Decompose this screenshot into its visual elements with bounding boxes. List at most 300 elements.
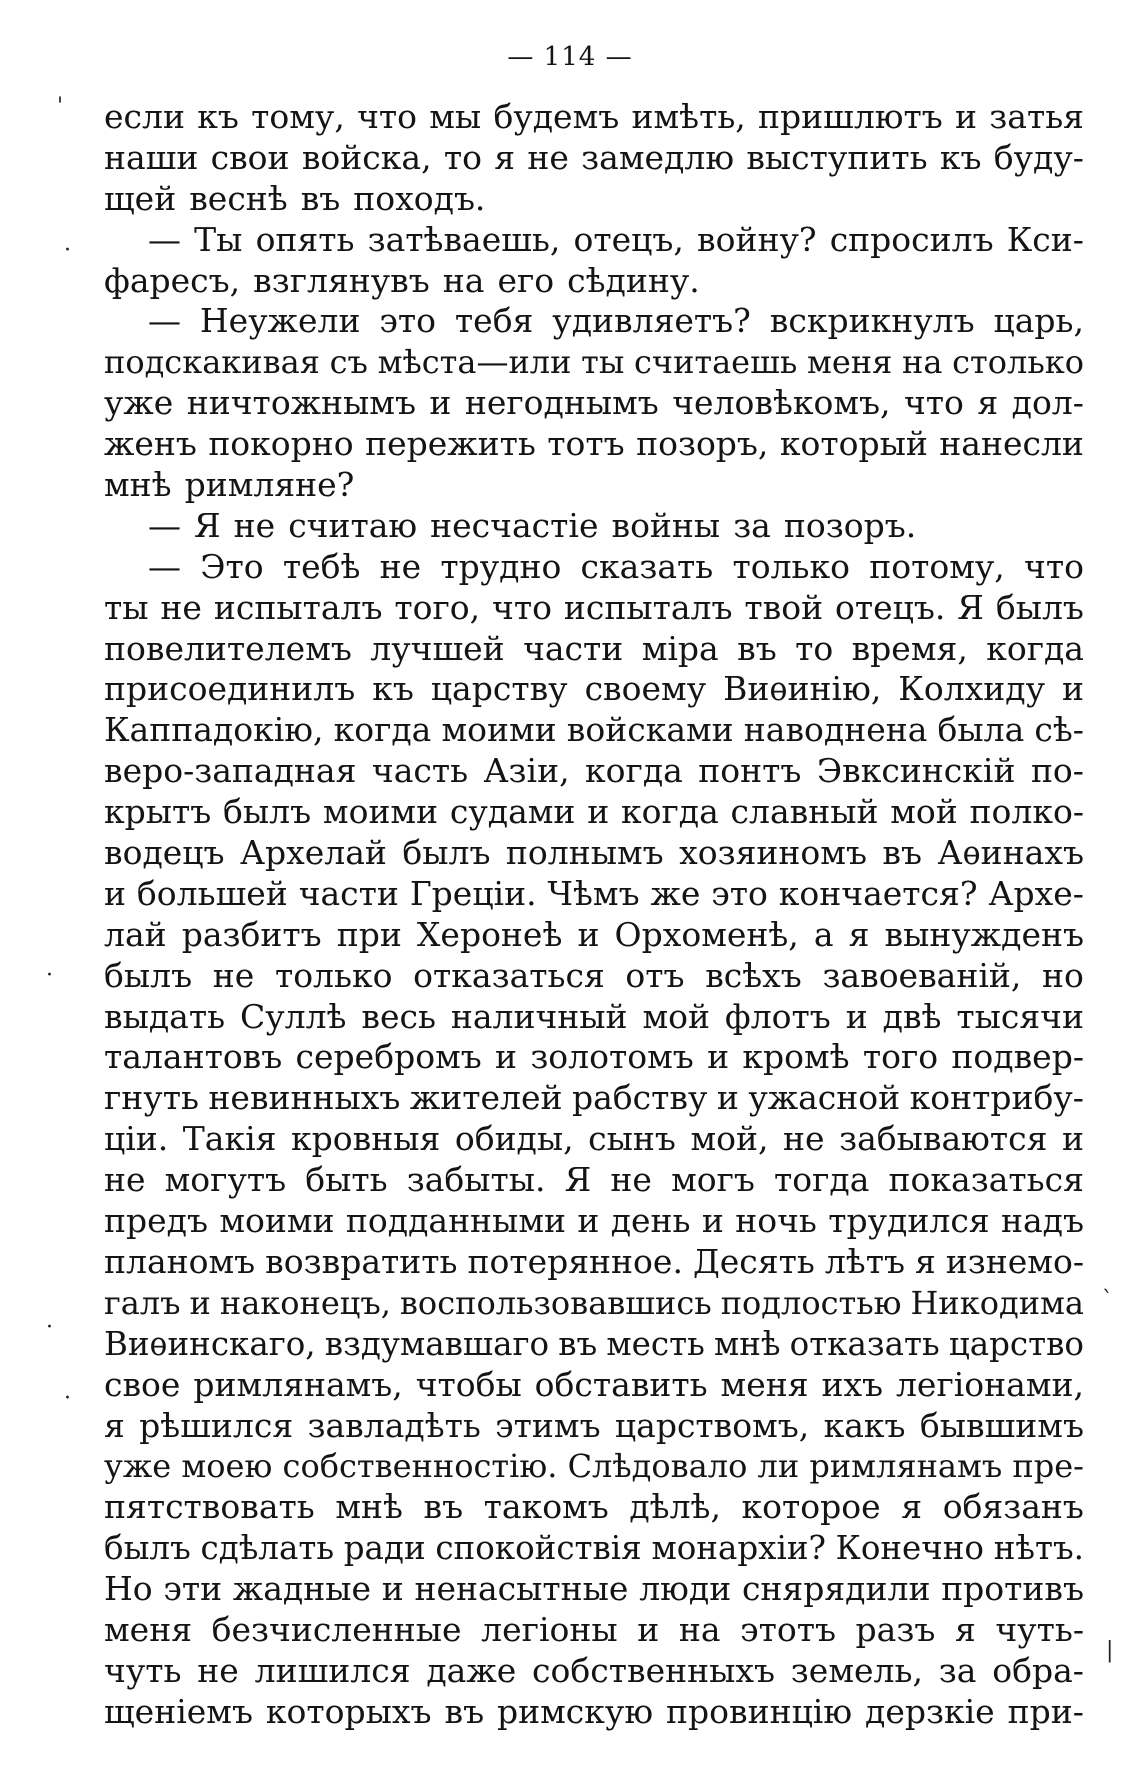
word: славный bbox=[730, 792, 879, 832]
word: и bbox=[429, 383, 452, 423]
word: Греціи. bbox=[409, 873, 537, 913]
word: былъ bbox=[104, 955, 193, 995]
word: наводнена bbox=[743, 710, 928, 750]
word: я bbox=[848, 914, 870, 954]
word: ужасной bbox=[748, 1078, 901, 1118]
word: подлостью bbox=[720, 1283, 902, 1322]
word: пре- bbox=[1012, 1447, 1084, 1486]
word: время, bbox=[851, 628, 968, 668]
word: талантовъ bbox=[104, 1037, 283, 1077]
text-line bbox=[104, 588, 1084, 629]
word: разбитъ bbox=[181, 914, 322, 954]
word: сдѣлать bbox=[200, 1529, 335, 1568]
word: Конечно bbox=[835, 1529, 985, 1568]
word: Кси- bbox=[1006, 219, 1084, 259]
word: лѣтъ bbox=[824, 1241, 905, 1281]
text-line bbox=[104, 1365, 1084, 1406]
word: ты bbox=[581, 343, 625, 382]
word: выступить bbox=[746, 137, 928, 177]
word: отъ bbox=[625, 955, 685, 995]
word: Это bbox=[200, 546, 264, 586]
word: и bbox=[381, 1569, 404, 1609]
word: ихъ bbox=[821, 1364, 884, 1404]
word: двѣ bbox=[882, 996, 942, 1036]
margin-speck: · bbox=[64, 238, 71, 263]
text-line bbox=[104, 1569, 1084, 1610]
word: и bbox=[1061, 669, 1084, 709]
word: въ bbox=[300, 178, 341, 218]
text-line bbox=[104, 1160, 1084, 1201]
word: и bbox=[701, 1201, 724, 1241]
word: и bbox=[587, 792, 610, 832]
word: мой, bbox=[690, 1119, 769, 1159]
word: по- bbox=[1030, 751, 1084, 791]
word: и bbox=[495, 1037, 518, 1077]
word: вздумавшаго bbox=[324, 1324, 550, 1363]
word: ли bbox=[757, 1447, 800, 1486]
text-line bbox=[104, 874, 1084, 915]
word: кончается? bbox=[778, 873, 978, 913]
word: то bbox=[443, 137, 482, 177]
word: Колхиду bbox=[898, 669, 1045, 709]
word: позоръ, bbox=[636, 424, 769, 464]
word: и bbox=[577, 914, 600, 954]
word: часть bbox=[371, 751, 469, 791]
word: былъ bbox=[995, 587, 1084, 627]
word: была bbox=[937, 710, 1025, 750]
word: легіонами, bbox=[895, 1364, 1084, 1404]
text-line bbox=[104, 1487, 1084, 1528]
word: Я bbox=[564, 1160, 592, 1200]
word: полко- bbox=[969, 792, 1084, 832]
word: римлянамъ, bbox=[193, 1364, 403, 1404]
word: моими bbox=[322, 792, 439, 832]
word: свое bbox=[104, 1364, 181, 1404]
word: Десять bbox=[692, 1241, 815, 1281]
word: не bbox=[104, 1160, 146, 1200]
word: Ты bbox=[194, 219, 243, 259]
word: ненасытные bbox=[414, 1569, 629, 1609]
word: войны bbox=[611, 505, 721, 545]
word: мой bbox=[890, 792, 958, 832]
word: за bbox=[733, 505, 771, 545]
word: меня bbox=[104, 1609, 193, 1649]
word: не bbox=[212, 955, 255, 995]
word: эти bbox=[163, 1569, 223, 1609]
word: если bbox=[104, 97, 185, 136]
word: и bbox=[637, 1609, 660, 1649]
word: земель, bbox=[790, 1650, 923, 1690]
word: я bbox=[901, 1487, 923, 1527]
word: дерзкіе bbox=[865, 1691, 995, 1731]
word: не bbox=[379, 546, 422, 586]
word: считаю bbox=[288, 505, 418, 545]
word: веснѣ bbox=[189, 178, 288, 218]
margin-speck: · bbox=[46, 963, 53, 988]
word: своему bbox=[584, 669, 707, 709]
word: въ bbox=[444, 1691, 485, 1731]
word: день bbox=[610, 1201, 691, 1241]
text-line bbox=[104, 383, 1084, 424]
word: не bbox=[160, 587, 202, 627]
word: же bbox=[650, 873, 701, 913]
word: когда bbox=[986, 628, 1084, 668]
word: Каппадокію, bbox=[104, 710, 324, 750]
word: собственныхъ bbox=[532, 1650, 775, 1690]
word: мнѣ bbox=[713, 1324, 781, 1363]
word: флотъ bbox=[724, 996, 831, 1036]
word: месть bbox=[606, 1324, 705, 1363]
word: къ bbox=[197, 97, 239, 136]
word: имѣть, bbox=[631, 97, 746, 136]
text-line bbox=[104, 1119, 1084, 1160]
word: я bbox=[977, 383, 999, 423]
word: столько bbox=[952, 343, 1084, 382]
word: что bbox=[357, 97, 418, 136]
word: потерянное. bbox=[467, 1241, 683, 1281]
word: нанесли bbox=[939, 424, 1084, 464]
word: чтобы bbox=[415, 1364, 522, 1404]
word: не bbox=[610, 1160, 652, 1200]
word: сказать bbox=[580, 546, 714, 586]
word: щеніемъ bbox=[104, 1691, 253, 1731]
word: Суллѣ bbox=[239, 996, 347, 1036]
text-line bbox=[104, 97, 1084, 138]
word: за bbox=[938, 1650, 977, 1690]
word: только bbox=[274, 955, 393, 995]
word: ночь bbox=[735, 1201, 817, 1241]
word: съ bbox=[329, 343, 368, 382]
word: Но bbox=[104, 1569, 153, 1609]
word: вынужденъ bbox=[884, 914, 1084, 954]
word: обставить bbox=[534, 1364, 708, 1404]
word: и bbox=[577, 1201, 600, 1241]
word: замедлю bbox=[581, 137, 735, 177]
word: который bbox=[779, 424, 928, 464]
word: сѣдину. bbox=[567, 260, 700, 300]
word: Чѣмъ bbox=[547, 873, 640, 913]
text-line bbox=[104, 1528, 1084, 1569]
word: тотъ bbox=[547, 424, 625, 464]
word: къ bbox=[939, 137, 982, 177]
word: когда bbox=[620, 792, 719, 832]
text-line bbox=[104, 547, 1084, 588]
word: и bbox=[707, 1037, 730, 1077]
margin-speck: | bbox=[1106, 1638, 1114, 1663]
word: не bbox=[197, 1650, 239, 1690]
word: водецъ bbox=[104, 833, 225, 873]
word: отказать bbox=[789, 1324, 940, 1363]
word: нѣтъ. bbox=[993, 1529, 1084, 1568]
word: позоръ. bbox=[783, 505, 917, 545]
word: не bbox=[783, 1119, 825, 1159]
word: римскую bbox=[497, 1691, 654, 1731]
word: это bbox=[379, 301, 436, 341]
word: моими bbox=[219, 1201, 335, 1241]
word: Эвксинскій bbox=[816, 751, 1016, 791]
word: былъ bbox=[402, 833, 491, 873]
word: всѣхъ bbox=[705, 955, 802, 995]
margin-speck: ˋ bbox=[1102, 1288, 1113, 1313]
word: провинцію bbox=[666, 1691, 853, 1731]
word: люди bbox=[639, 1569, 732, 1609]
word: при bbox=[336, 914, 402, 954]
word: когда bbox=[585, 751, 683, 791]
word: забыты. bbox=[406, 1160, 546, 1200]
word: буду- bbox=[993, 137, 1084, 177]
word: кромѣ bbox=[742, 1037, 850, 1077]
word: крытъ bbox=[104, 792, 212, 832]
word: тому, bbox=[251, 97, 345, 136]
word: къ bbox=[372, 669, 414, 709]
word: части bbox=[523, 628, 624, 668]
word: жителей bbox=[409, 1078, 563, 1118]
word: моею bbox=[181, 1447, 273, 1486]
text-line bbox=[104, 220, 1084, 261]
word: предъ bbox=[104, 1201, 208, 1241]
word: былъ bbox=[223, 792, 312, 832]
text-line bbox=[104, 792, 1084, 833]
word: негоднымъ bbox=[464, 383, 659, 423]
word: завладѣть bbox=[307, 1405, 481, 1445]
text-line bbox=[104, 1037, 1084, 1078]
word: будемъ bbox=[493, 97, 620, 136]
text-line bbox=[104, 138, 1084, 179]
text-line bbox=[104, 301, 1084, 342]
word: повелителемъ bbox=[104, 628, 352, 668]
word: снярядили bbox=[741, 1569, 931, 1609]
text-line bbox=[104, 751, 1084, 792]
word: уже bbox=[104, 383, 174, 423]
word: ничтожнымъ bbox=[186, 383, 416, 423]
word: чуть bbox=[104, 1650, 182, 1690]
word: наши bbox=[104, 137, 199, 177]
word: мнѣ bbox=[335, 1487, 403, 1527]
word: невинныхъ bbox=[208, 1078, 401, 1118]
word: тебѣ bbox=[282, 546, 361, 586]
word: римлянамъ bbox=[809, 1447, 1003, 1486]
word: которое bbox=[741, 1487, 881, 1527]
word: Аѳинахъ bbox=[937, 833, 1084, 873]
word: римляне? bbox=[184, 465, 355, 505]
word: пережить bbox=[365, 424, 536, 464]
word: ты bbox=[104, 587, 149, 627]
word: легіоны bbox=[481, 1609, 618, 1649]
page-number: — 114 — bbox=[507, 42, 633, 72]
word: Архе- bbox=[988, 873, 1084, 913]
word: наличный bbox=[450, 996, 628, 1036]
text-line bbox=[104, 179, 1084, 220]
word: покорно bbox=[208, 424, 354, 464]
text-line bbox=[104, 1406, 1084, 1447]
word: и bbox=[845, 996, 868, 1036]
word: части bbox=[298, 873, 399, 913]
word: мой bbox=[642, 996, 710, 1036]
word: быть bbox=[305, 1160, 388, 1200]
word: Херонеѣ bbox=[416, 914, 563, 954]
word: большей bbox=[136, 873, 288, 913]
word: обра- bbox=[992, 1650, 1084, 1690]
word: затья bbox=[989, 97, 1084, 136]
word: Я bbox=[194, 505, 221, 545]
word: подскакивая bbox=[104, 343, 320, 382]
word: царь, bbox=[993, 301, 1084, 341]
text-line bbox=[104, 1324, 1084, 1365]
body-text bbox=[104, 97, 1084, 1733]
word: что bbox=[903, 383, 964, 423]
word: только bbox=[732, 546, 850, 586]
word: Я bbox=[957, 587, 984, 627]
word: я bbox=[494, 137, 516, 177]
word: міра bbox=[641, 628, 719, 668]
margin-speck: · bbox=[64, 1386, 71, 1411]
word: разъ bbox=[855, 1609, 936, 1649]
word: отецъ. bbox=[835, 587, 946, 627]
word: спросилъ bbox=[829, 219, 994, 259]
text-line bbox=[104, 1201, 1084, 1242]
word: опять bbox=[255, 219, 355, 259]
word: возвратить bbox=[265, 1241, 458, 1281]
word: забываются bbox=[839, 1119, 1048, 1159]
word: въ bbox=[558, 1324, 598, 1363]
word: испыталъ bbox=[563, 587, 733, 627]
margin-speck: · bbox=[46, 1315, 53, 1340]
word: тысячи bbox=[956, 996, 1084, 1036]
word: судами bbox=[449, 792, 576, 832]
word: дѣлѣ, bbox=[629, 1487, 721, 1527]
word: понтъ bbox=[698, 751, 802, 791]
word: удивляетъ? bbox=[552, 301, 751, 341]
word: этимъ bbox=[495, 1405, 601, 1445]
word: уже bbox=[104, 1447, 172, 1486]
word: весь bbox=[361, 996, 436, 1036]
word: женъ bbox=[104, 424, 197, 464]
word: рѣшился bbox=[139, 1405, 294, 1445]
word: что bbox=[492, 587, 552, 627]
word: и bbox=[104, 873, 126, 913]
word: въ bbox=[882, 833, 922, 873]
word: отецъ, bbox=[573, 219, 684, 259]
word: присоединилъ bbox=[104, 669, 356, 709]
word: воспользовавшись bbox=[399, 1283, 712, 1322]
word: мнѣ bbox=[104, 465, 172, 505]
word: Слѣдовало bbox=[567, 1447, 748, 1486]
word: царство bbox=[948, 1324, 1084, 1363]
word: его bbox=[497, 260, 555, 300]
word: планомъ bbox=[104, 1241, 256, 1281]
word: войсками bbox=[566, 710, 734, 750]
word: что bbox=[1024, 546, 1084, 586]
word: фаресъ, bbox=[104, 260, 241, 300]
word: жадные bbox=[232, 1569, 371, 1609]
word: царствомъ, bbox=[614, 1405, 810, 1445]
text-line bbox=[104, 1610, 1084, 1651]
text-line bbox=[104, 833, 1084, 874]
word: на bbox=[902, 343, 943, 382]
word: считаешь bbox=[633, 343, 798, 382]
word: я bbox=[104, 1405, 125, 1445]
word: но bbox=[1042, 955, 1084, 995]
word: показаться bbox=[888, 1160, 1084, 1200]
text-line bbox=[104, 669, 1084, 710]
word: меня bbox=[720, 1364, 809, 1404]
word: веро-западная bbox=[104, 751, 357, 791]
word: противъ bbox=[941, 1569, 1084, 1609]
text-line bbox=[104, 1242, 1084, 1283]
word: — bbox=[148, 546, 181, 586]
word: этотъ bbox=[740, 1609, 836, 1649]
word: то bbox=[795, 628, 834, 668]
word: обязанъ bbox=[942, 1487, 1084, 1527]
word: пятствовать bbox=[104, 1487, 315, 1527]
word: гнуть bbox=[104, 1078, 199, 1118]
word: я bbox=[914, 1241, 936, 1281]
word: сѣ- bbox=[1034, 710, 1084, 750]
text-line bbox=[104, 1283, 1084, 1324]
word: какъ bbox=[823, 1405, 906, 1445]
text-line bbox=[104, 1446, 1084, 1487]
word: подвер- bbox=[951, 1037, 1084, 1077]
word: моими bbox=[441, 710, 557, 750]
word: завоеваній, bbox=[822, 955, 1022, 995]
word: мы bbox=[429, 97, 482, 136]
word: твой bbox=[744, 587, 824, 627]
text-line bbox=[104, 506, 1084, 547]
word: лишился bbox=[254, 1650, 411, 1690]
text-line bbox=[104, 629, 1084, 670]
word: выдать bbox=[104, 996, 226, 1036]
word: Никодима bbox=[910, 1283, 1084, 1322]
word: рабству bbox=[571, 1078, 708, 1118]
text-line bbox=[104, 956, 1084, 997]
word: испыталъ bbox=[213, 587, 383, 627]
word: меня bbox=[806, 343, 893, 382]
text-line bbox=[104, 261, 1084, 302]
word: не bbox=[527, 137, 569, 177]
word: когда bbox=[333, 710, 432, 750]
text-line bbox=[104, 997, 1084, 1038]
word: и bbox=[716, 1078, 739, 1118]
word: серебромъ bbox=[295, 1037, 482, 1077]
word: царству bbox=[430, 669, 568, 709]
text-line bbox=[104, 465, 1084, 506]
word: свои bbox=[210, 137, 290, 177]
word: походъ. bbox=[353, 178, 486, 218]
word: при- bbox=[1007, 1691, 1084, 1731]
margin-speck: ' bbox=[57, 94, 64, 119]
word: не bbox=[233, 505, 276, 545]
text-line bbox=[104, 424, 1084, 465]
word: войну? bbox=[697, 219, 817, 259]
word: взглянувъ bbox=[253, 260, 430, 300]
text-line bbox=[104, 1692, 1084, 1733]
word: кровныя bbox=[291, 1119, 441, 1159]
word: безчисленные bbox=[211, 1609, 462, 1649]
word: это bbox=[711, 873, 768, 913]
word: такомъ bbox=[483, 1487, 609, 1527]
word: и bbox=[1061, 1119, 1084, 1159]
word: того bbox=[862, 1037, 939, 1077]
word: войска, bbox=[301, 137, 432, 177]
word: щей bbox=[104, 178, 177, 218]
word: трудился bbox=[828, 1201, 990, 1241]
word: лай bbox=[104, 914, 167, 954]
text-line bbox=[104, 915, 1084, 956]
text-line bbox=[104, 1078, 1084, 1119]
word: Такія bbox=[182, 1119, 277, 1159]
word: монархіи? bbox=[651, 1529, 826, 1568]
word: затѣваешь, bbox=[367, 219, 561, 259]
